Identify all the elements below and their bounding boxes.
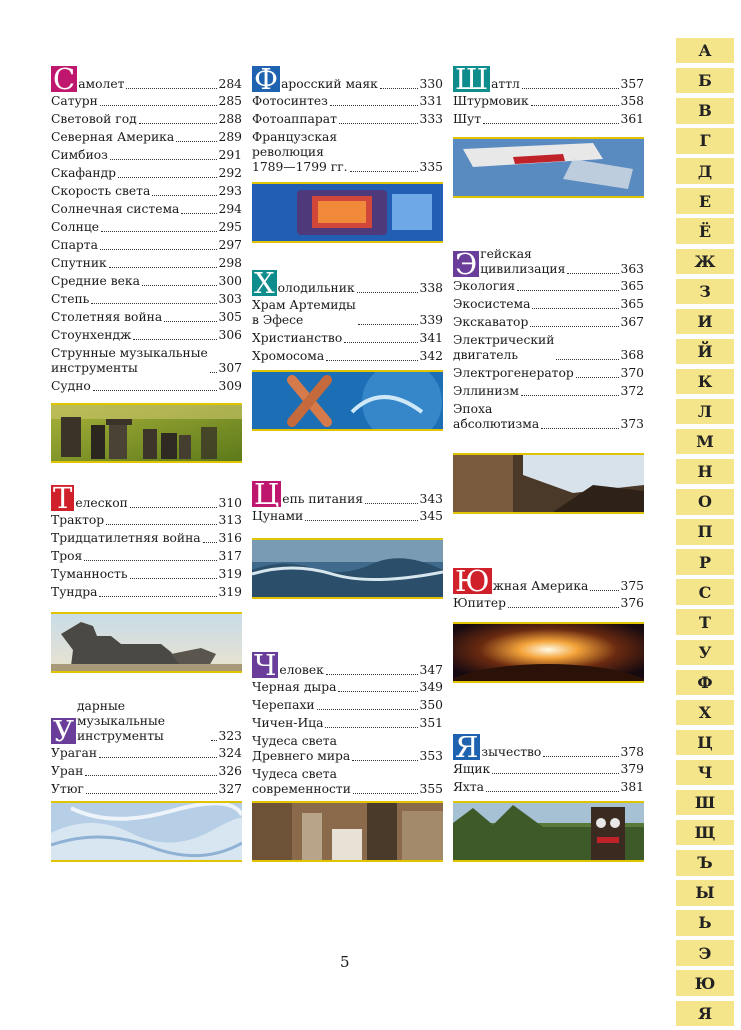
page-ref: 292 [218, 166, 242, 180]
toc-entry[interactable] [252, 509, 443, 524]
page-ref: 372 [620, 384, 644, 398]
section-title[interactable] [453, 564, 644, 598]
page-ref: 342 [419, 349, 443, 363]
entry-label: Уран [51, 764, 84, 778]
page-ref: 319 [218, 585, 242, 599]
entry-label: Солнце [51, 220, 100, 234]
toc-entry[interactable] [252, 94, 443, 109]
toc-entry[interactable] [453, 315, 644, 330]
page-ref: 316 [218, 531, 242, 545]
alphabet-tab[interactable]: Ё [675, 217, 735, 244]
entry-label: Туманность [51, 567, 128, 581]
page-ref: 326 [218, 764, 242, 778]
toc-entry[interactable] [51, 549, 242, 564]
tsunami-image [252, 538, 443, 599]
entry-label: Электрический двигатель [453, 333, 555, 362]
page-ref: 306 [218, 328, 242, 342]
entry-label: Солнечная система [51, 202, 180, 216]
drop-cap-letter: Т [53, 481, 73, 515]
stonehenge-image [51, 403, 242, 463]
section-title[interactable] [453, 730, 644, 764]
page-number: 5 [340, 953, 350, 971]
page-ref: 351 [419, 716, 443, 730]
page-ref: 365 [620, 279, 644, 293]
entry-label: Тридцатилетняя война [51, 531, 201, 545]
page-ref: 367 [620, 315, 644, 329]
alphabet-tab[interactable]: Щ [675, 819, 735, 846]
toc-entry[interactable] [252, 734, 443, 764]
page-ref: 345 [419, 509, 443, 523]
title-text: дарные музыкальные инструменты [76, 699, 166, 743]
fabric-image [51, 801, 242, 862]
entry-label: Трактор [51, 513, 105, 527]
toc-entry[interactable] [453, 596, 644, 611]
alphabet-tab[interactable]: Ы [675, 879, 735, 906]
page-ref: 288 [218, 112, 242, 126]
entry-label: Эллинизм [453, 384, 519, 398]
section-u [51, 699, 242, 797]
ruins-image [453, 453, 644, 514]
page-ref: 305 [218, 310, 242, 324]
page-ref: 323 [218, 729, 242, 743]
entry-label: Ящик [453, 762, 491, 776]
page-ref: 365 [620, 297, 644, 311]
toc-entry[interactable] [453, 762, 644, 777]
section-yu [453, 564, 644, 611]
page-ref: 294 [218, 202, 242, 216]
entry-label: Эпоха абсолютизма [453, 402, 540, 431]
toc-entry[interactable] [51, 567, 242, 582]
page-ref: 330 [419, 77, 443, 91]
section-e [453, 247, 644, 432]
toc-entry[interactable] [51, 274, 242, 289]
page-ref: 379 [620, 762, 644, 776]
page-ref: 300 [218, 274, 242, 288]
entry-label: Чудеса света Древнего мира [252, 734, 351, 763]
toc-entry[interactable] [453, 112, 644, 127]
shuttle-image [453, 137, 644, 198]
toc-entry[interactable] [252, 716, 443, 731]
entry-label: Северная Америка [51, 130, 175, 144]
toc-entry[interactable] [51, 256, 242, 271]
alphabet-tab[interactable]: З [675, 278, 735, 305]
title-text: зычество [481, 745, 542, 759]
section-sh [453, 62, 644, 127]
page-ref: 295 [218, 220, 242, 234]
toc-entry[interactable] [453, 402, 644, 432]
page-ref: 289 [218, 130, 242, 144]
entry-label: Экосистема [453, 297, 531, 311]
entry-list [453, 94, 644, 127]
entry-label: Черная дыра [252, 680, 337, 694]
toc-entry[interactable] [51, 328, 242, 343]
drop-cap-letter: Ф [254, 62, 279, 96]
entry-label: Штурмовик [453, 94, 529, 108]
alphabet-tab[interactable]: В [675, 97, 735, 124]
toc-entry[interactable] [51, 379, 242, 394]
page-ref: 373 [620, 417, 644, 431]
section-h [252, 266, 443, 364]
toc-entry[interactable] [51, 782, 242, 797]
page-ref: 355 [419, 782, 443, 796]
page-ref: 331 [419, 94, 443, 108]
page-ref: 303 [218, 292, 242, 306]
entry-label: Столетняя война [51, 310, 163, 324]
page-ref: 353 [419, 749, 443, 763]
toc-entry[interactable] [252, 331, 443, 346]
section-ch [252, 648, 443, 797]
entry-label: Чудеса света современности [252, 767, 351, 796]
title-text: аттл [491, 77, 520, 91]
toc-entry[interactable] [51, 202, 242, 217]
alphabet-tab[interactable]: Й [675, 338, 735, 365]
alphabet-tab[interactable]: Ц [675, 729, 735, 756]
page-ref: 317 [218, 549, 242, 563]
page-ref: 358 [620, 94, 644, 108]
toc-entry[interactable] [252, 767, 443, 797]
alphabet-tab[interactable]: Ч [675, 759, 735, 786]
drop-cap-letter: Ш [455, 62, 489, 96]
alphabet-tab[interactable]: Я [675, 1000, 735, 1027]
alphabet-index [675, 37, 735, 1030]
toc-entry[interactable] [51, 346, 242, 376]
entry-label: Чичен-Ица [252, 716, 324, 730]
entry-list [51, 513, 242, 600]
entry-list [453, 596, 644, 611]
section-f [252, 62, 443, 175]
entry-label: Спарта [51, 238, 98, 252]
drop-cap-letter: Э [455, 247, 478, 281]
toc-entry[interactable] [453, 279, 644, 294]
page-ref: 291 [218, 148, 242, 162]
alphabet-tab[interactable]: Е [675, 187, 735, 214]
entry-label: Троя [51, 549, 83, 563]
page-ref: 310 [218, 496, 242, 510]
page-ref: 309 [218, 379, 242, 393]
alphabet-tab[interactable]: И [675, 308, 735, 335]
toc-entry[interactable] [51, 585, 242, 600]
page-ref: 293 [218, 184, 242, 198]
drop-cap-letter: Я [455, 730, 479, 764]
toc-entry[interactable] [51, 746, 242, 761]
alphabet-tab[interactable]: М [675, 428, 735, 455]
alphabet-tab[interactable]: Д [675, 157, 735, 184]
entry-label: Экология [453, 279, 516, 293]
toc-entry[interactable] [51, 112, 242, 127]
entry-label: Яхта [453, 780, 485, 794]
entry-label: Электрогенератор [453, 366, 574, 380]
toc-entry[interactable] [51, 130, 242, 145]
entry-label: Средние века [51, 274, 140, 288]
entry-label: Стоунхендж [51, 328, 132, 342]
entry-list [252, 94, 443, 175]
alphabet-tab[interactable]: О [675, 488, 735, 515]
toc-entry[interactable] [453, 780, 644, 795]
toc-entry[interactable] [51, 764, 242, 779]
section-t [51, 481, 242, 600]
entry-label: Шут [453, 112, 482, 126]
toc-entry[interactable] [51, 531, 242, 546]
alphabet-tab[interactable]: Л [675, 398, 735, 425]
page-ref: 298 [218, 256, 242, 270]
toc-entry[interactable] [51, 148, 242, 163]
page-ref: 297 [218, 238, 242, 252]
title-text: олодильник [277, 281, 355, 295]
ancient-wonders-image [252, 801, 443, 862]
alphabet-tab[interactable]: Ш [675, 789, 735, 816]
alphabet-tab[interactable]: Ъ [675, 849, 735, 876]
toc-entry[interactable] [252, 112, 443, 127]
alphabet-tab[interactable]: А [675, 37, 735, 64]
camera-image [252, 182, 443, 243]
page-ref: 343 [419, 492, 443, 506]
entry-list [252, 680, 443, 797]
entry-list [453, 762, 644, 795]
drop-cap-letter: Х [254, 266, 275, 300]
totem-image [453, 801, 644, 862]
entry-label: Ураган [51, 746, 98, 760]
alphabet-tab[interactable]: Р [675, 548, 735, 575]
chromosome-image [252, 370, 443, 431]
entry-list [51, 746, 242, 797]
entry-label: Степь [51, 292, 90, 306]
alphabet-tab[interactable]: Ф [675, 669, 735, 696]
alphabet-tab[interactable]: Э [675, 939, 735, 966]
entry-list [252, 509, 443, 524]
drop-cap-letter: С [53, 62, 76, 96]
alphabet-tab[interactable]: С [675, 578, 735, 605]
alphabet-tab[interactable]: Н [675, 458, 735, 485]
toc-entry[interactable] [51, 513, 242, 528]
page-ref: 338 [419, 281, 443, 295]
page-ref: 347 [419, 663, 443, 677]
toc-entry[interactable] [51, 310, 242, 325]
alphabet-tab[interactable]: У [675, 639, 735, 666]
entry-label: Тундра [51, 585, 98, 599]
title-text: елескоп [75, 496, 128, 510]
section-title[interactable] [51, 481, 242, 515]
section-title[interactable] [252, 266, 443, 300]
alphabet-tab[interactable]: Г [675, 127, 735, 154]
entry-label: Экскаватор [453, 315, 529, 329]
entry-label: Скорость света [51, 184, 151, 198]
alphabet-tab[interactable]: К [675, 368, 735, 395]
page-ref: 349 [419, 680, 443, 694]
page-ref: 368 [620, 348, 644, 362]
entry-list [252, 298, 443, 364]
page-ref: 333 [419, 112, 443, 126]
entry-label: Скафандр [51, 166, 117, 180]
drop-cap-letter: У [53, 714, 74, 748]
page-ref: 381 [620, 780, 644, 794]
title-text: жная Америка [492, 579, 589, 593]
page-ref: 350 [419, 698, 443, 712]
alphabet-tab[interactable]: Б [675, 67, 735, 94]
alphabet-tab[interactable]: Ю [675, 969, 735, 996]
toc-entry[interactable] [51, 238, 242, 253]
section-s [51, 62, 242, 394]
entry-label: Утюг [51, 782, 84, 796]
entry-label: Черепахи [252, 698, 315, 712]
title-text: аросский маяк [281, 77, 378, 91]
entry-label: Сатурн [51, 94, 98, 108]
section-ts [252, 477, 443, 524]
entry-label: Спутник [51, 256, 107, 270]
toc-entry[interactable] [453, 366, 644, 381]
entry-label: Фотосинтез [252, 94, 328, 108]
toc-entry[interactable] [252, 298, 443, 328]
entry-label: Судно [51, 379, 91, 393]
section-title[interactable] [51, 699, 242, 748]
page-ref: 285 [218, 94, 242, 108]
page-ref: 307 [218, 361, 242, 375]
toc-entry[interactable] [51, 292, 242, 307]
page-ref: 361 [620, 112, 644, 126]
page-ref: 319 [218, 567, 242, 581]
entry-label: Фотоаппарат [252, 112, 337, 126]
entry-list [51, 94, 242, 394]
toc-entry[interactable] [453, 94, 644, 109]
page-ref: 357 [620, 77, 644, 91]
page-ref: 341 [419, 331, 443, 345]
section-title[interactable] [252, 62, 443, 96]
page-ref: 284 [218, 77, 242, 91]
section-title[interactable] [252, 648, 443, 682]
alphabet-tab[interactable]: Т [675, 608, 735, 635]
alphabet-tab[interactable]: Ь [675, 909, 735, 936]
page-ref: 378 [620, 745, 644, 759]
title-text: гейская цивилизация [480, 247, 566, 276]
section-ya [453, 730, 644, 795]
entry-label: Французская революция 1789—1799 гг. [252, 130, 348, 174]
alphabet-tab[interactable]: П [675, 518, 735, 545]
page-ref: 335 [419, 160, 443, 174]
page-ref: 327 [218, 782, 242, 796]
page-ref: 324 [218, 746, 242, 760]
entry-label: Христианство [252, 331, 343, 345]
entry-list [453, 279, 644, 432]
toc-entry[interactable] [51, 184, 242, 199]
toc-entry[interactable] [51, 220, 242, 235]
jupiter-sunrise-image [453, 622, 644, 683]
toc-entry[interactable] [252, 680, 443, 695]
page-ref: 363 [620, 262, 644, 276]
toc-entry[interactable] [453, 297, 644, 312]
drop-cap-letter: Ч [254, 648, 277, 682]
page-ref: 370 [620, 366, 644, 380]
page-ref: 375 [620, 579, 644, 593]
title-text: епь питания [282, 492, 364, 506]
drop-cap-letter: Ю [455, 564, 490, 598]
alphabet-tab[interactable]: Х [675, 699, 735, 726]
title-text: еловек [279, 663, 324, 677]
toc-entry[interactable] [252, 349, 443, 364]
toc-entry[interactable] [252, 130, 443, 175]
section-title[interactable] [51, 62, 242, 96]
entry-label: Световой год [51, 112, 137, 126]
entry-label: Юпитер [453, 596, 507, 610]
entry-label: Храм Артемиды в Эфесе [252, 298, 356, 327]
section-title[interactable] [453, 62, 644, 96]
page-ref: 339 [419, 313, 443, 327]
entry-label: Струнные музыкальные инструменты [51, 346, 208, 375]
toc-entry[interactable] [453, 333, 644, 363]
entry-label: Симбиоз [51, 148, 108, 162]
title-text: амолет [78, 77, 125, 91]
page-ref: 376 [620, 596, 644, 610]
entry-label: Цунами [252, 509, 304, 523]
entry-label: Хромосома [252, 349, 325, 363]
drop-cap-letter: Ц [254, 477, 280, 511]
toc-entry[interactable] [51, 166, 242, 181]
page-ref: 313 [218, 513, 242, 527]
toc-entry[interactable] [51, 94, 242, 109]
toc-entry[interactable] [252, 698, 443, 713]
section-title[interactable] [453, 247, 644, 281]
trojan-horse-image [51, 612, 242, 673]
section-title[interactable] [252, 477, 443, 511]
toc-entry[interactable] [453, 384, 644, 399]
alphabet-tab[interactable]: Ж [675, 248, 735, 275]
